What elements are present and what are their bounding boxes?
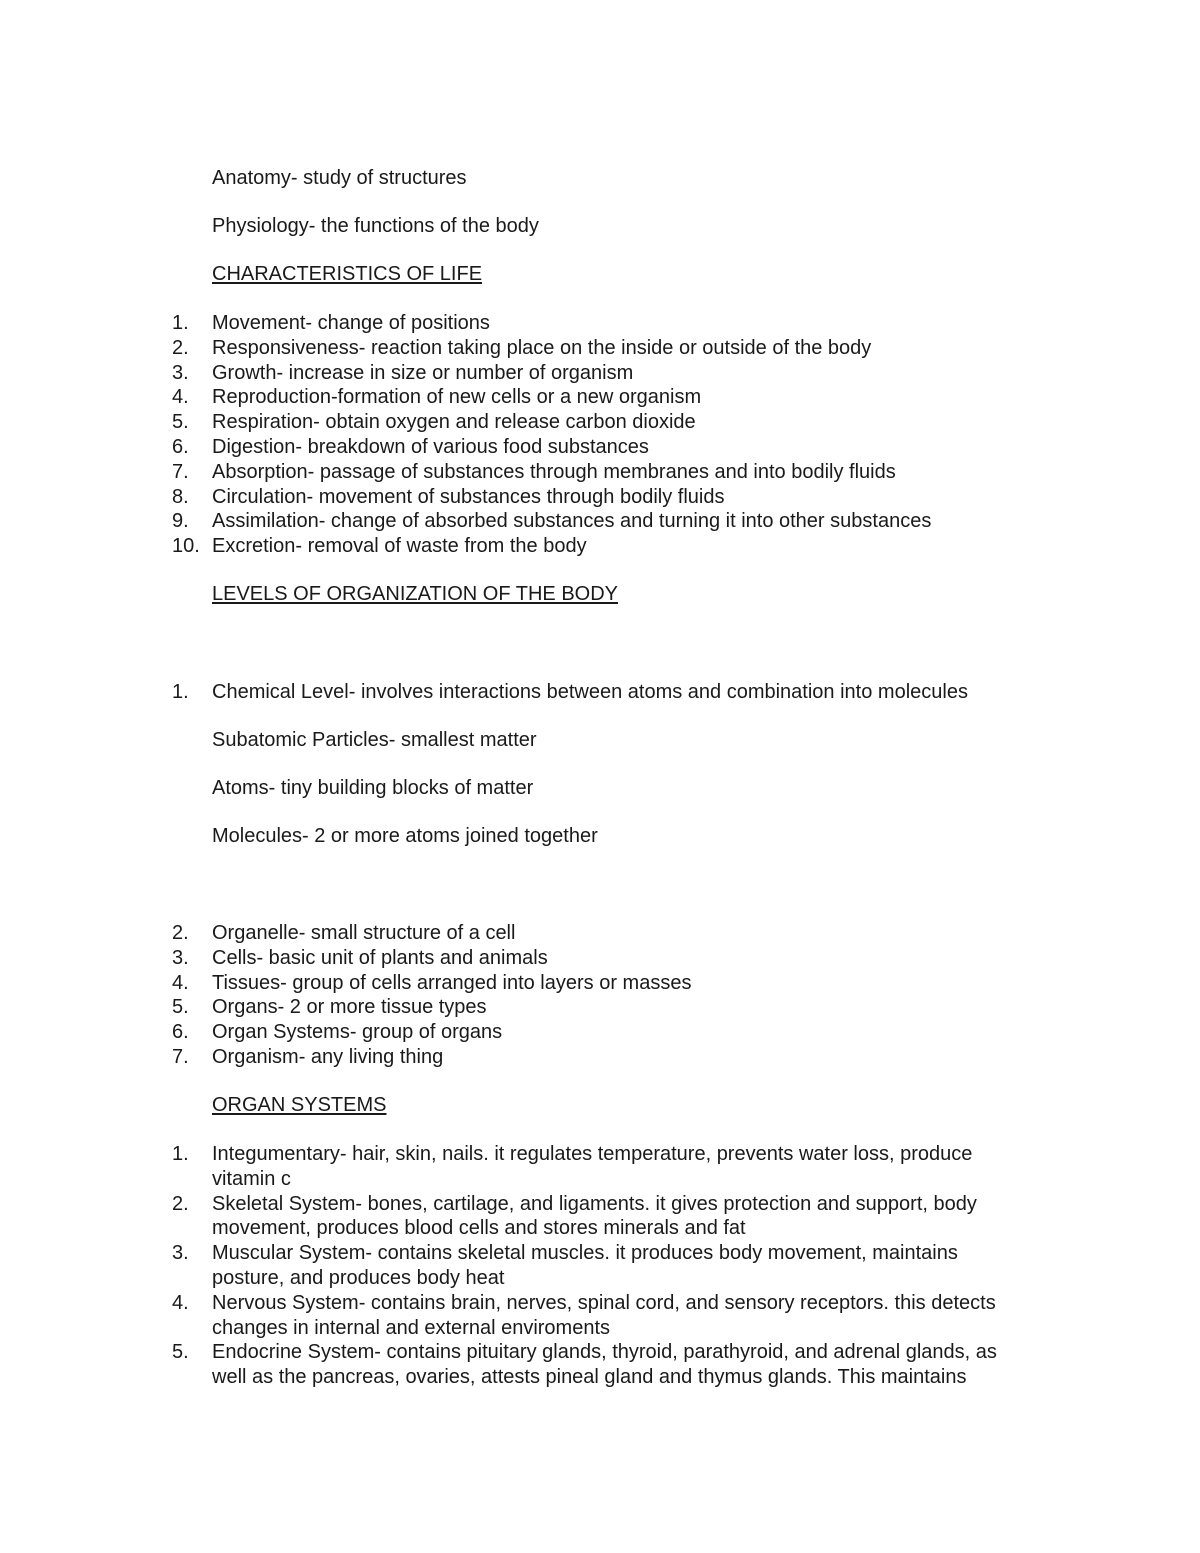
item-text: Organelle- small structure of a cell [212, 922, 516, 944]
list-item [172, 946, 1072, 971]
item-number: 4. [172, 386, 189, 409]
item-number: 3. [172, 946, 189, 969]
list-item [172, 1045, 1072, 1070]
list-item [172, 680, 1072, 705]
list-item [172, 1020, 1072, 1045]
list-item [172, 385, 1072, 410]
characteristics-list [172, 311, 1072, 559]
list-item [172, 435, 1072, 460]
list-item [172, 1291, 1072, 1341]
item-number: 4. [172, 1291, 189, 1314]
list-item [172, 336, 1072, 361]
item-number: 8. [172, 485, 189, 508]
item-text-line2: vitamin c [212, 1167, 291, 1190]
item-number: 3. [172, 1242, 189, 1265]
list-item [172, 534, 1072, 559]
item-text-line1: Integumentary- hair, skin, nails. it regulates temperature, prevents water loss, produce [212, 1143, 973, 1165]
item-text: Cells- basic unit of plants and animals [212, 946, 548, 969]
item-number: 2. [172, 922, 189, 944]
item-number: 5. [172, 996, 189, 1019]
list-item [172, 1340, 1072, 1390]
organ-systems-list [172, 1142, 1072, 1390]
item-text-line1: Endocrine System- contains pituitary glands, thyroid, parathyroid, and adrenal glands, as [212, 1341, 997, 1364]
item-number: 3. [172, 361, 189, 384]
item-text: Organism- any living thing [212, 1045, 444, 1068]
item-text-line1: Muscular System- contains skeletal muscles. it produces body movement, maintains [212, 1242, 958, 1265]
subatomic-particles-text: Subatomic Particles- smallest matter [212, 729, 537, 751]
item-text-line2: posture, and produces body heat [212, 1266, 505, 1289]
list-item [172, 311, 1072, 336]
list-item [172, 1142, 1072, 1192]
item-text-line2: movement, produces blood cells and stores minerals and fat [212, 1217, 746, 1240]
chemical-level-list [172, 680, 1072, 705]
item-text: Movement- change of positions [212, 312, 490, 334]
item-number: 7. [172, 460, 189, 483]
item-number: 2. [172, 336, 189, 359]
item-number: 5. [172, 1341, 189, 1364]
item-number: 1. [172, 1143, 189, 1165]
characteristics-heading: CHARACTERISTICS OF LIFE [212, 263, 483, 285]
item-text: Excretion- removal of waste from the body [212, 535, 587, 558]
organ-systems-heading: ORGAN SYSTEMS [212, 1094, 387, 1116]
item-text: Circulation- movement of substances through bodily fluids [212, 485, 725, 508]
list-item [172, 971, 1072, 996]
item-text: Chemical Level- involves interactions between atoms and combination into molecules [212, 681, 968, 703]
item-text-line1: Nervous System- contains brain, nerves, spinal cord, and sensory receptors. this detects [212, 1291, 996, 1314]
item-text: Absorption- passage of substances through membranes and into bodily fluids [212, 460, 896, 483]
anatomy-definition: Anatomy- study of structures [212, 167, 467, 189]
item-number: 6. [172, 1021, 189, 1044]
list-item [172, 509, 1072, 534]
list-item [172, 921, 1072, 946]
item-text-line1: Skeletal System- bones, cartilage, and ligaments. it gives protection and support, body [212, 1192, 977, 1215]
item-text-line2: changes in internal and external enviroments [212, 1316, 611, 1339]
item-number: 1. [172, 312, 189, 334]
item-number: 7. [172, 1045, 189, 1068]
list-item [172, 485, 1072, 510]
item-text-line2: well as the pancreas, ovaries, attests pineal gland and thymus glands. This maintains [212, 1366, 967, 1389]
levels-list [172, 921, 1072, 1070]
item-number: 6. [172, 435, 189, 458]
item-number: 2. [172, 1192, 189, 1215]
item-text: Respiration- obtain oxygen and release carbon dioxide [212, 411, 696, 434]
item-text: Organs- 2 or more tissue types [212, 996, 487, 1019]
item-text: Reproduction-formation of new cells or a new organism [212, 386, 702, 409]
physiology-definition: Physiology- the functions of the body [212, 215, 539, 237]
item-number: 10. [172, 535, 200, 558]
list-item [172, 995, 1072, 1020]
item-text: Tissues- group of cells arranged into layers or masses [212, 971, 692, 994]
item-text: Responsiveness- reaction taking place on the inside or outside of the body [212, 336, 872, 359]
item-number: 4. [172, 971, 189, 994]
list-item [172, 1192, 1072, 1242]
list-item [172, 410, 1072, 435]
list-item [172, 1241, 1072, 1291]
item-text: Growth- increase in size or number of organism [212, 361, 634, 384]
item-text: Organ Systems- group of organs [212, 1021, 503, 1044]
list-item [172, 361, 1072, 386]
levels-heading: LEVELS OF ORGANIZATION OF THE BODY [212, 583, 618, 605]
atoms-text: Atoms- tiny building blocks of matter [212, 777, 534, 799]
item-text: Assimilation- change of absorbed substances and turning it into other substances [212, 510, 932, 533]
item-number: 9. [172, 510, 189, 533]
molecules-text: Molecules- 2 or more atoms joined together [212, 825, 598, 847]
item-number: 5. [172, 411, 189, 434]
item-number: 1. [172, 681, 189, 703]
item-text: Digestion- breakdown of various food substances [212, 435, 649, 458]
list-item [172, 460, 1072, 485]
